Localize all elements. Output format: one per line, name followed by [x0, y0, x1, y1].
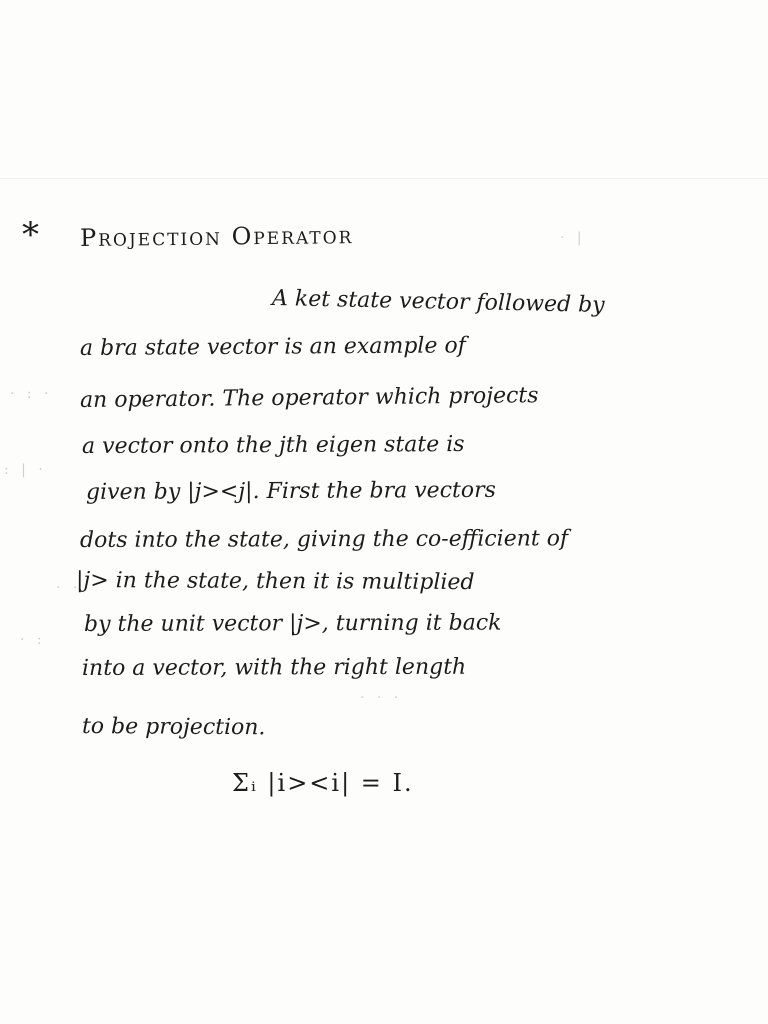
- completeness-equation: Σᵢ |i><i| = I.: [232, 769, 414, 797]
- bleed-through-mark: · :: [20, 632, 46, 648]
- text-line-1: A ket state vector followed by: [271, 286, 605, 318]
- bleed-through-mark: : | ·: [4, 462, 47, 478]
- text-line-9: into a vector, with the right length: [81, 654, 467, 681]
- text-line-2: a bra state vector is an example of: [79, 333, 466, 361]
- text-line-5: given by |j><j|. First the bra vectors: [85, 477, 496, 505]
- bleed-through-mark: · ·: [56, 580, 82, 596]
- bleed-through-mark: · : ·: [10, 386, 53, 402]
- text-line-6: dots into the state, giving the co-efficient of: [79, 526, 569, 553]
- heading-row: [22, 212, 742, 262]
- text-line-7: |j> in the state, then it is multiplied: [75, 568, 475, 596]
- page-title: Projection Operator: [79, 221, 354, 252]
- bleed-through-mark: · |: [560, 230, 586, 246]
- text-line-10: to be projection.: [81, 714, 266, 741]
- text-line-8: by the unit vector |j>, turning it back: [83, 610, 502, 637]
- text-line-3: an operator. The operator which projects: [79, 383, 539, 413]
- bleed-through-mark: · · ·: [360, 690, 403, 706]
- bullet-star: *: [22, 215, 39, 255]
- paper-edge: [0, 178, 768, 179]
- text-line-4: a vector onto the jth eigen state is: [81, 431, 465, 459]
